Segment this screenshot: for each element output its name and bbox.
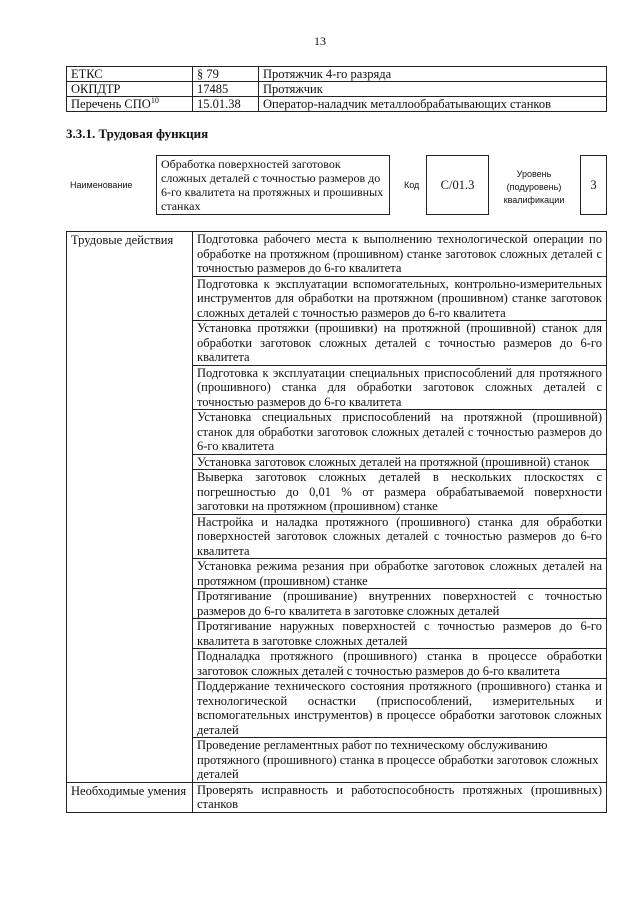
labor-action-item: Поддержание технического состояния протяжного (прошивного) станка и технологической оснастки (приспособлений, измерительных и вспомогательных инструментов) в процессе обработки заготовок сложных деталей <box>193 679 607 738</box>
labor-action-item: Установка протяжки (прошивки) на протяжной (прошивной) станок для обработки заготовок сложных деталей с точностью размеров до 6-го квалитета <box>193 321 607 366</box>
labor-action-item: Подготовка рабочего места к выполнению технологической операции по обработке на протяжном (прошивном) станке заготовок сложных деталей с точностью размеров до 6-го квалитета <box>193 232 607 277</box>
skills-label: Необходимые умения <box>67 782 193 812</box>
labor-action-item: Выверка заготовок сложных деталей в нескольких плоскостях с погрешностью до 0,01 % от размера обрабатываемой поверхности заготовки на протяжном (прошивном) станке <box>193 470 607 515</box>
code-label: Код <box>404 180 420 190</box>
reference-title: Протяжчик <box>259 82 607 97</box>
skill-item: Проверять исправность и работоспособность протяжных (прошивных) станков <box>193 782 607 812</box>
labor-action-item: Установка специальных приспособлений на протяжной (прошивной) станок для обработки заготовок сложных деталей с точностью размеров до 6-го квалитета <box>193 410 607 455</box>
reference-name-cell <box>67 97 193 112</box>
reference-row-okpdtr <box>67 82 607 97</box>
name-label: Наименование <box>70 180 133 190</box>
qualification-level-label: Уровень (подуровень) квалификации <box>503 169 565 205</box>
table-row <box>67 232 607 277</box>
reference-title: Протяжчик 4-го разряда <box>259 67 607 82</box>
reference-row-etks <box>67 67 607 82</box>
reference-name: ОКПДТР <box>67 82 193 97</box>
reference-row-spo <box>67 97 607 112</box>
labor-action-item: Подналадка протяжного (прошивного) станка в процессе обработки заготовок сложных деталей с точностью размеров до 6-го квалитета <box>193 649 607 679</box>
section-title: 3.3.1. Трудовая функция <box>66 126 209 141</box>
reference-name: ЕТКС <box>67 67 193 82</box>
reference-name: Перечень СПО <box>71 97 151 111</box>
labor-actions-label: Трудовые действия <box>67 232 193 783</box>
reference-table <box>66 66 607 112</box>
labor-action-item: Настройка и наладка протяжного (прошивного) станка для обработки поверхностей заготовок сложных деталей с точностью размеров до 6-го квалитета <box>193 514 607 559</box>
labor-action-item: Установка заготовок сложных деталей на протяжной (прошивной) станок <box>193 454 607 470</box>
labor-action-item: Протягивание наружных поверхностей с точностью размеров до 6-го квалитета в заготовке сложных деталей <box>193 619 607 649</box>
qualification-level-box: 3 <box>580 155 607 215</box>
footnote-marker: 10 <box>150 95 159 105</box>
page-number: 13 <box>314 34 326 48</box>
labor-action-item: Проведение регламентных работ по техническому обслуживанию протяжного (прошивного) станка в процессе обработки заготовок сложных деталей <box>193 738 607 783</box>
table-row <box>67 782 607 812</box>
reference-code: 17485 <box>193 82 259 97</box>
function-name-box: Обработка поверхностей заготовок сложных деталей с точностью размеров до 6-го квалитета на протяжных и прошивных станках <box>156 155 390 215</box>
reference-code: § 79 <box>193 67 259 82</box>
labor-action-item: Подготовка к эксплуатации вспомогательных, контрольно-измерительных инструментов для обработки на протяжном (прошивном) станке заготовок сложных деталей с точностью размеров до 6-го квалитета <box>193 276 607 321</box>
labor-function-table <box>66 231 607 813</box>
reference-title: Оператор-наладчик металлообрабатывающих станков <box>259 97 607 112</box>
function-code-box: C/01.3 <box>426 155 489 215</box>
labor-action-item: Подготовка к эксплуатации специальных приспособлений для протяжного (прошивного) станка для обработки заготовок сложных деталей с точностью размеров до 6-го квалитета <box>193 365 607 410</box>
reference-code: 15.01.38 <box>193 97 259 112</box>
labor-action-item: Установка режима резания при обработке заготовок сложных деталей на протяжном (прошивном) станке <box>193 559 607 589</box>
labor-action-item: Протягивание (прошивание) внутренних поверхностей с точностью размеров до 6-го квалитета в заготовке сложных деталей <box>193 589 607 619</box>
